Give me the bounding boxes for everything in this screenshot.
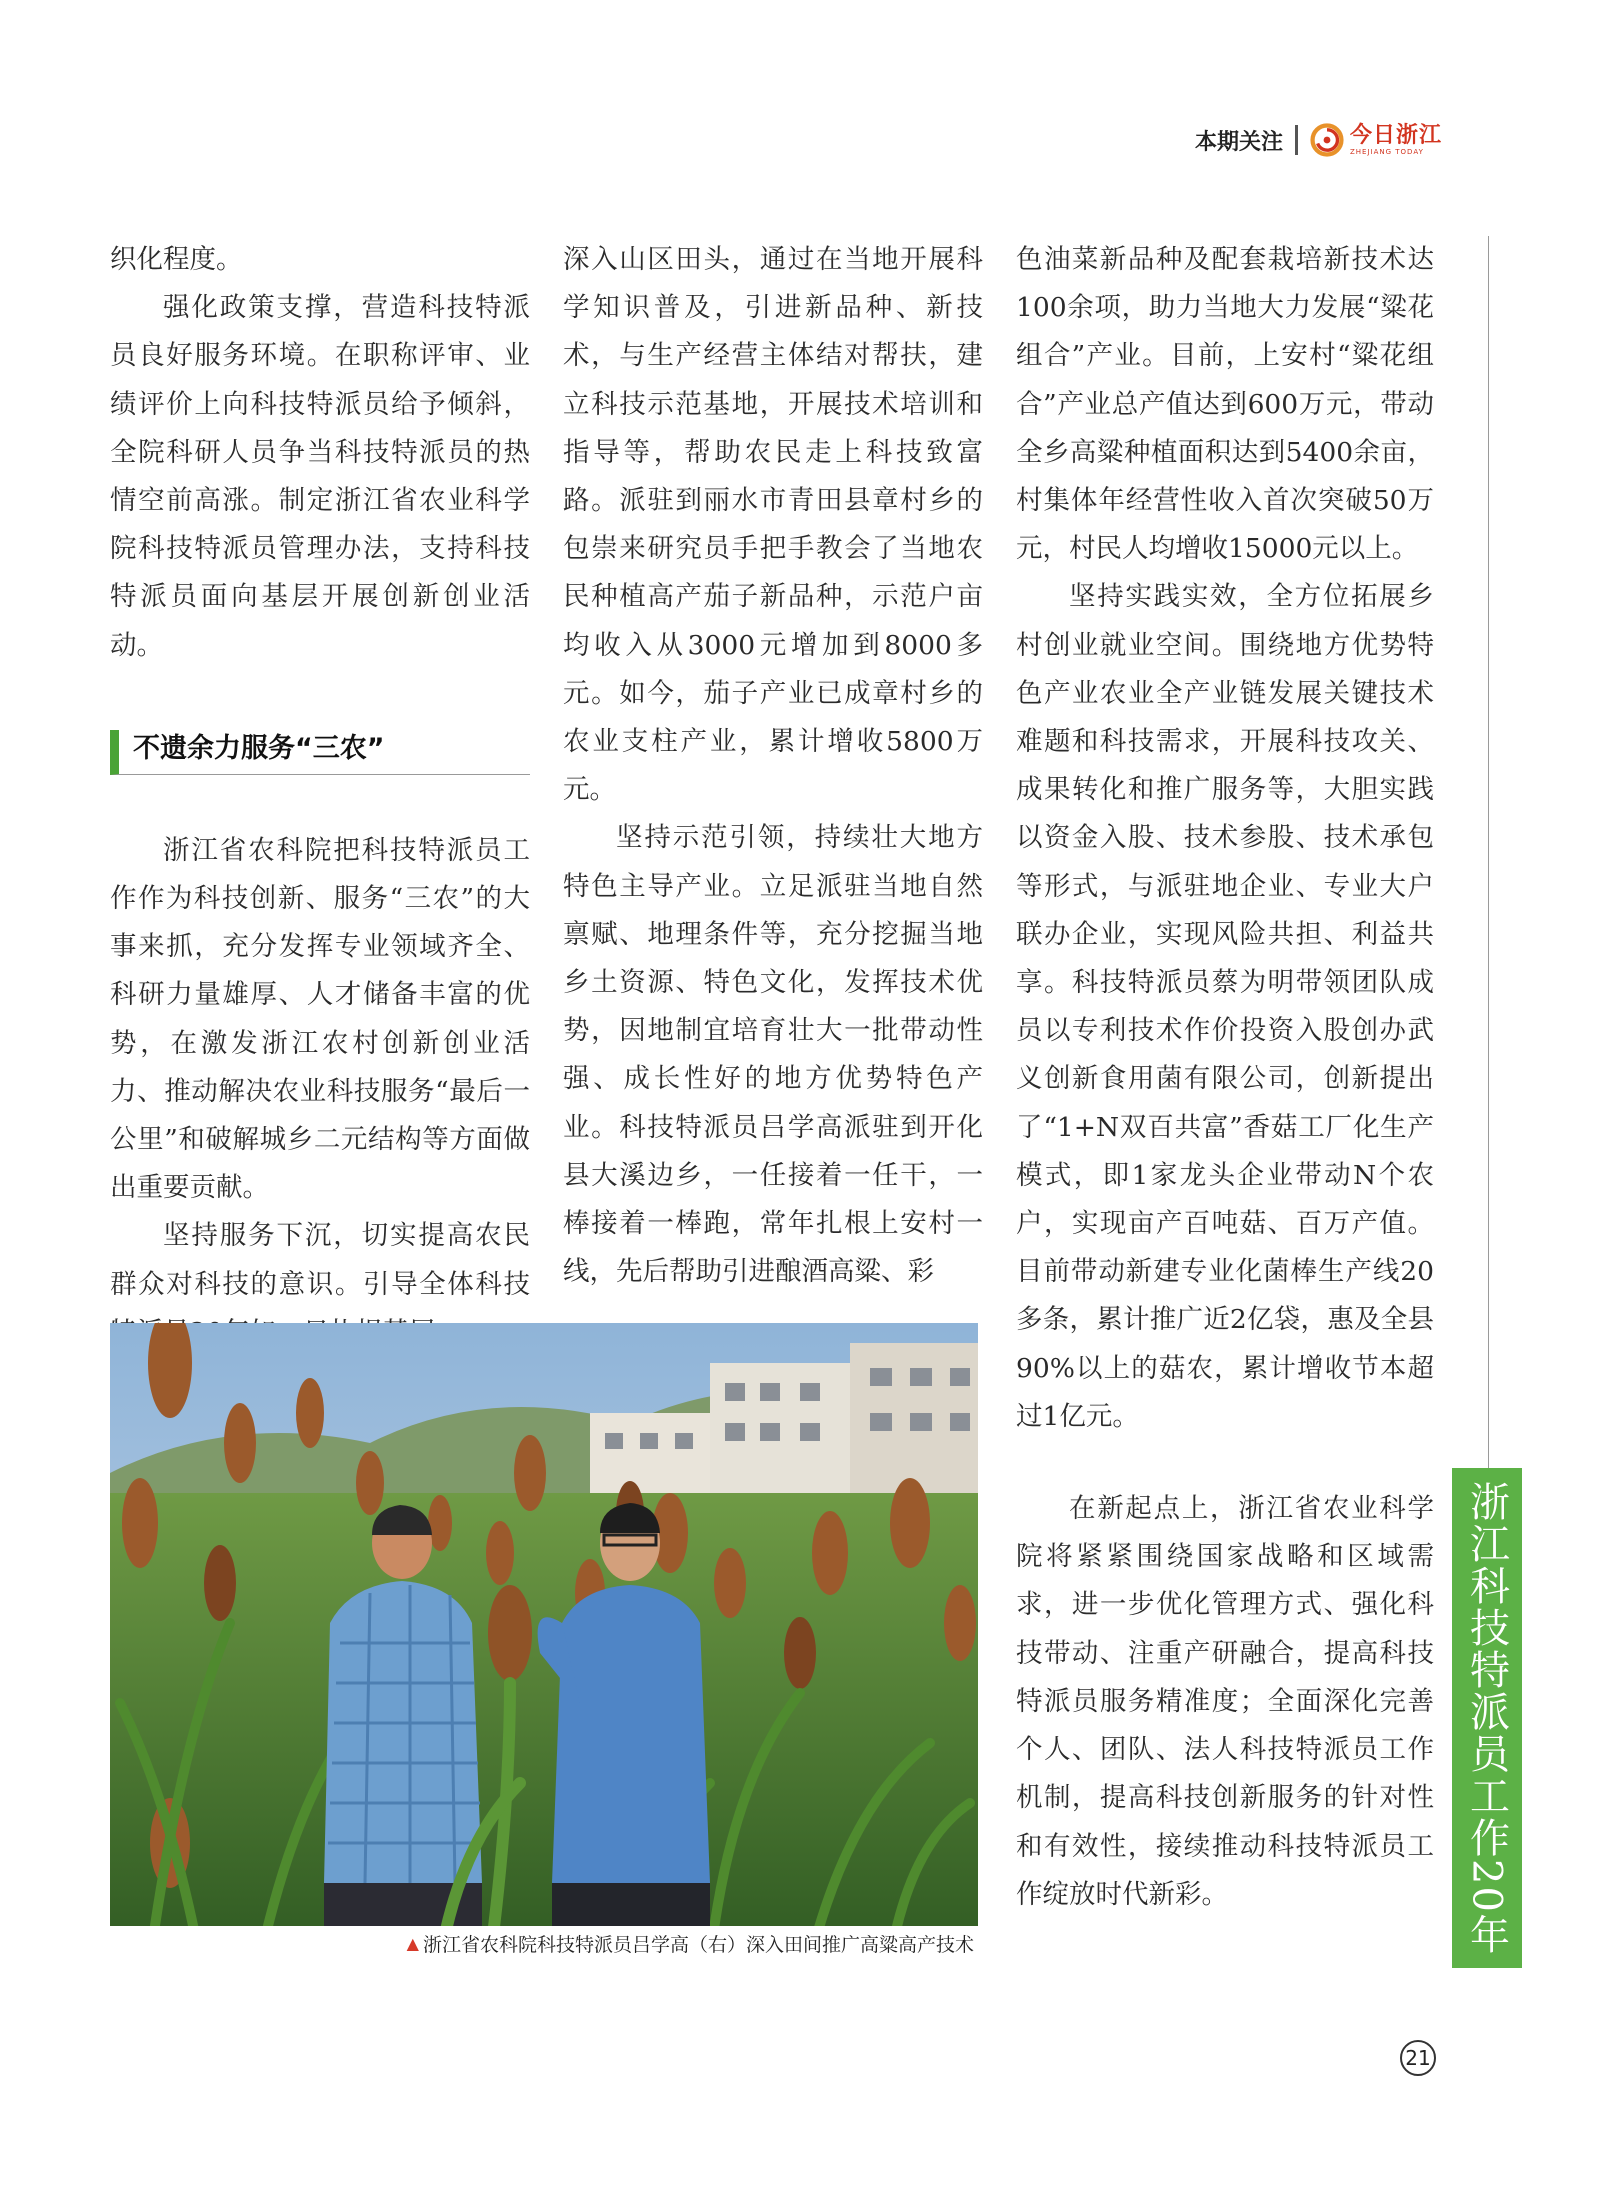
paragraph: 强化政策支撑，营造科技特派员良好服务环境。在职称评审、业绩评价上向科技特派员给予倾斜，全院科研人员争当科技特派员的热情空前高涨。制定浙江省农业科学院科技特派员管理办法，支持科技特派员面向基层开展创新创业活动。 [110,292,530,661]
sidebar-feature-tab [1452,1468,1522,1968]
sidebar-rule [1488,236,1489,1468]
brand-name: 今日浙江 [1349,122,1442,148]
sidebar-title: 浙江科技特派员工作20年 [1463,1480,1510,1956]
column-3 [1016,236,1434,1919]
paragraph: 色油菜新品种及配套栽培新技术达100余项，助力当地大力发展“粱花组合”产业。目前，上安村“粱花组合”产业总产值达到600万元，带动全乡高粱种植面积达到5400余亩，村集体年经营性收入首次突破50万元，村民人均增收15000元以上。 [1016,244,1434,565]
subheading-text: 不遗余力服务“三农” [133,732,385,764]
field-photo [110,1323,978,1960]
paragraph: 坚持示范引领，持续壮大地方特色主导产业。立足派驻当地自然禀赋、地理条件等，充分挖掘当地乡土资源、特色文化，发挥技术优势，因地制宜培育壮大一批带动性强、成长性好的地方优势特色产业。科技特派员吕学高派驻到开化县大溪边乡，一任接着一任干，一棒接着一棒跑，常年扎根上安村一线，先后帮助引进酿酒高粱、彩 [563,822,983,1288]
photo-caption [110,1926,978,1960]
caption-text: 浙江省农科院科技特派员吕学高（右）深入田间推广高粱高产技术 [422,1933,974,1956]
paragraph: 织化程度。 [110,244,243,275]
paragraph: 坚持服务下沉，切实提高农民群众对科技的意识。引导全体科技 [110,1220,530,1300]
page-header [1195,120,1442,160]
paragraph: 在新起点上，浙江省农业科学院将紧紧围绕国家战略和区域需求，进一步优化管理方式、强化科技带动、注重产研融合，提高科技特派员服务精准度；全面深化完善个人、团队、法人科技特派员工作机制，提高科技创新服务的针对性和有效性，接续推动科技特派员工作绽放时代新彩。 [1016,1493,1434,1910]
column-1 [110,236,530,1357]
section-label: 本期关注 [1194,129,1283,155]
brand-swirl-icon [1310,123,1344,157]
sorghum-field-illustration [110,1323,978,1960]
brand-logo [1310,123,1442,157]
paragraph: 浙江省农科院把科技特派员工作作为科技创新、服务“三农”的大事来抓，充分发挥专业领域齐全、科研力量雄厚、人才储备丰富的优势，在激发浙江农村创新创业活力、推动解决农业科技服务“最后一公里”和破解城乡二元结构等方面做出重要贡献。 [110,834,530,1204]
section-subheading [110,730,530,775]
header-divider [1295,125,1298,155]
brand-name-en: ZHEJIANG TODAY [1349,147,1424,156]
paragraph: 坚持实践实效，全方位拓展乡村创业就业空间。围绕地方优势特色产业农业全产业链发展关键技术难题和科技需求，开展科技攻关、成果转化和推广服务等，大胆实践以资金入股、技术参股、技术承包等形式，与派驻地企业、专业大户联办企业，实现风险共担、利益共享。科技特派员蔡为明带领团队成员以专利技术作价投资入股创办武义创新食用菌有限公司，创新提出了“1+N双百共富”香菇工厂化生产模式，即1家龙头企业带动N个农户，实现亩产百吨菇、百万产值。目前带动新建专业化菌棒生产线20多条，累计推广近2亿袋，惠及全县90%以上的菇农，累计增收节本超过1亿元。 [1016,581,1434,1432]
page-number: 21 [1400,2040,1436,2076]
caption-marker-icon: ▲ [406,1933,419,1953]
paragraph: 深入山区田头，通过在当地开展科学知识普及，引进新品种、新技术，与生产经营主体结对帮扶，建立科技示范基地，开展技术培训和指导等，帮助农民走上科技致富路。派驻到丽水市青田县章村乡的包崇来研究员手把手教会了当地农民种植高产茄子新品种，示范户亩均收入从3000元增加到8000多元。如今，茄子产业已成章村乡的农业支柱产业，累计增收5800万元。 [563,244,983,806]
column-2 [563,236,983,1296]
